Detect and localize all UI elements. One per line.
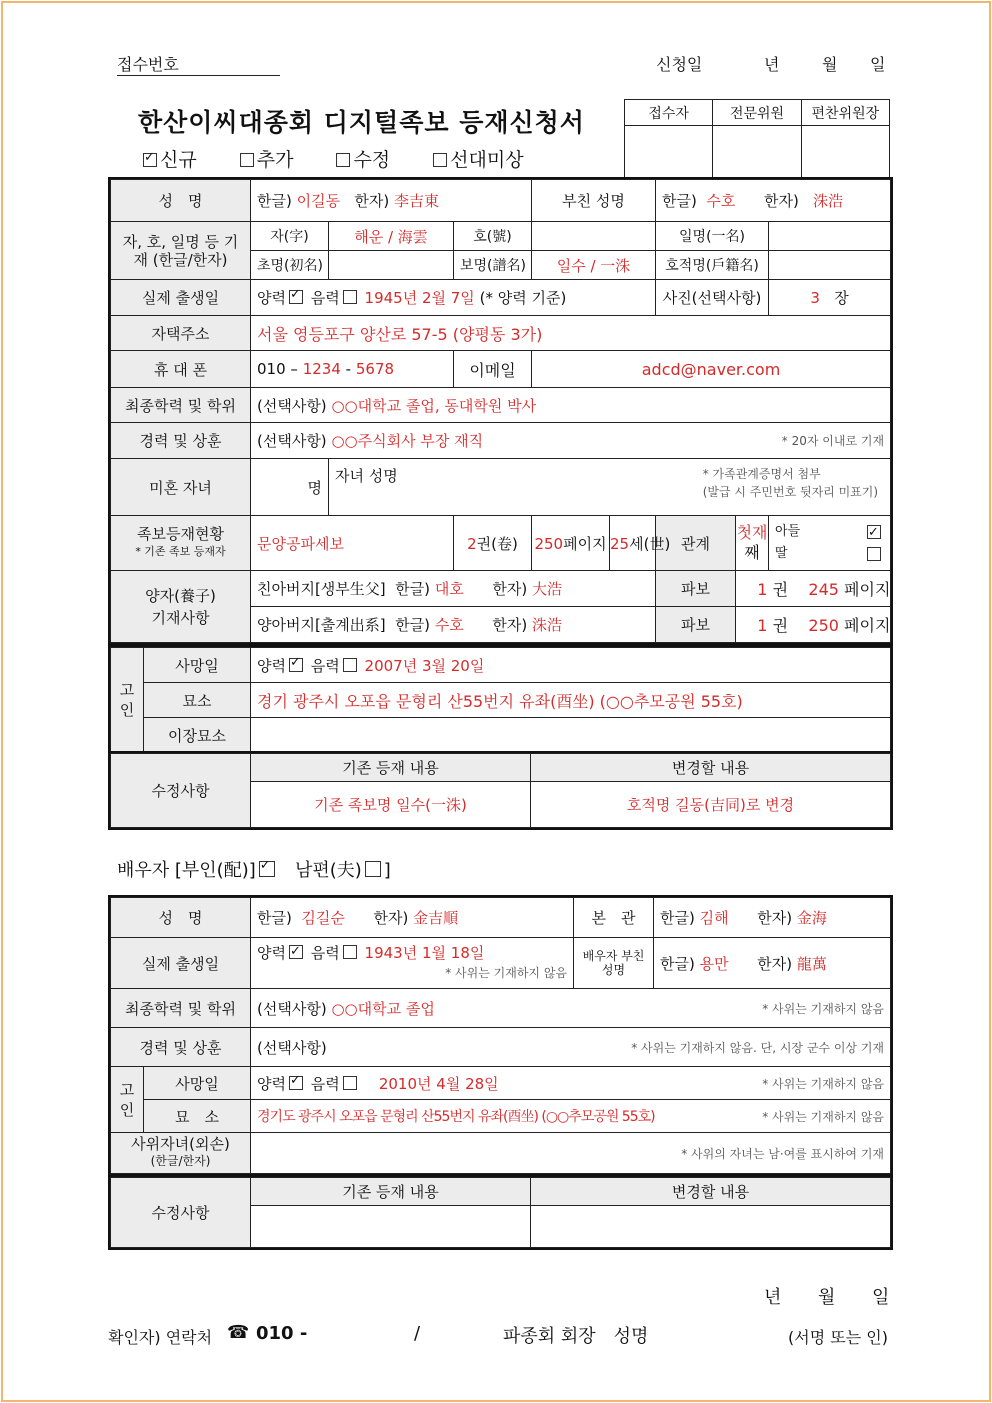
spouse-name-label: 성 명 bbox=[111, 898, 251, 938]
adopt-pabo-label: 파보 bbox=[656, 607, 736, 643]
registry-generation[interactable]: 25세(世) bbox=[610, 516, 656, 571]
spouse-name-cell[interactable]: 한글) 김길순 한자) 金吉順 bbox=[251, 898, 574, 938]
spouse-heading: 배우자 [부인(配)]✓ 남편(夫) ] bbox=[117, 856, 391, 882]
name-cell[interactable]: 한글) 이길동 한자) 李吉東 bbox=[251, 180, 532, 222]
change-value[interactable]: 호적명 길동(吉同)로 변경 bbox=[531, 782, 891, 828]
spouse-education-label: 최종학력 및 학위 bbox=[111, 989, 251, 1028]
bio-pabo-cell[interactable]: 1 권 245 페이지 bbox=[736, 571, 891, 607]
registry-volume[interactable]: 2권(卷) bbox=[454, 516, 532, 571]
applicant-revision-table bbox=[110, 753, 891, 828]
registry-label: 족보등재현황 * 기존 족보 등재자 bbox=[111, 516, 251, 571]
grave-label: 묘소 bbox=[144, 683, 251, 718]
checkbox-icon[interactable] bbox=[289, 290, 303, 304]
photo-label: 사진(선택사항) bbox=[656, 280, 769, 316]
bio-pabo-label: 파보 bbox=[656, 571, 736, 607]
chomyeong-label: 초명(初名) bbox=[251, 251, 329, 280]
checkbox-icon[interactable] bbox=[259, 861, 275, 877]
spouse-revision-label: 수정사항 bbox=[111, 1178, 251, 1248]
bomyeong-value[interactable]: 일수 / 一洙 bbox=[532, 251, 656, 280]
ja-value[interactable]: 해운 / 海雲 bbox=[329, 222, 454, 251]
spouse-existing-value[interactable] bbox=[251, 1206, 531, 1248]
checkbox-icon[interactable] bbox=[289, 658, 303, 672]
spouse-change-header: 변경할 내용 bbox=[531, 1178, 891, 1206]
chomyeong-value[interactable] bbox=[329, 251, 454, 280]
checkbox-icon[interactable] bbox=[343, 658, 357, 672]
spouse-table bbox=[110, 897, 891, 1174]
sign-cell[interactable] bbox=[625, 126, 713, 178]
unmarried-count[interactable]: 명 bbox=[251, 459, 329, 516]
checkbox-icon[interactable] bbox=[289, 945, 303, 959]
spouse-father-label: 배우자 부친 성명 bbox=[574, 938, 654, 989]
spouse-birth-label: 실제 출생일 bbox=[111, 938, 251, 989]
education-cell[interactable]: (선택사항) ○○대학교 졸업, 동대학원 박사 bbox=[251, 388, 891, 423]
spouse-father-cell[interactable]: 한글) 용만 한자) 龍萬 bbox=[654, 938, 891, 989]
checkbox-icon[interactable] bbox=[867, 525, 881, 539]
option-new[interactable]: ✓신규 bbox=[140, 145, 197, 172]
spouse-death-label: 사망일 bbox=[144, 1067, 251, 1100]
father-label: 부친 성명 bbox=[532, 180, 656, 222]
ho-label: 호(號) bbox=[454, 222, 532, 251]
ja-label: 자(字) bbox=[251, 222, 329, 251]
child-names-cell[interactable]: 자녀 성명 * 가족관계증명서 첨부 (발급 시 주민번호 뒷자리 미표기) bbox=[329, 459, 891, 516]
address-label: 자택주소 bbox=[111, 316, 251, 351]
option-unknown-ancestor[interactable]: 선대미상 bbox=[430, 145, 523, 172]
footer-month: 월 bbox=[818, 1287, 836, 1308]
registry-branch[interactable]: 문양공파세보 bbox=[251, 516, 454, 571]
checkbox-icon[interactable] bbox=[289, 1076, 303, 1090]
approval-expert: 전문위원 bbox=[713, 100, 801, 126]
email-value[interactable]: adcd@naver.com bbox=[532, 351, 891, 388]
apply-month: 월 bbox=[822, 55, 838, 74]
checkbox-icon[interactable] bbox=[240, 153, 254, 167]
spouse-birth-cell[interactable]: 양력✓ 음력 1943년 1월 18일 * 사위는 기재하지 않음 bbox=[251, 938, 574, 989]
applicant-table bbox=[110, 179, 891, 643]
sonlaw-child-label: 사위자녀(외손) (한글/한자) bbox=[111, 1133, 251, 1174]
existing-header: 기존 등재 내용 bbox=[251, 754, 531, 782]
sign-cell[interactable] bbox=[801, 126, 889, 178]
option-add[interactable]: 추가 bbox=[237, 145, 294, 172]
spouse-grave-label: 묘 소 bbox=[144, 1100, 251, 1133]
checkbox-icon[interactable] bbox=[343, 290, 357, 304]
deceased-label: 고인 bbox=[111, 648, 144, 753]
checkbox-icon[interactable] bbox=[336, 153, 350, 167]
unmarried-label: 미혼 자녀 bbox=[111, 459, 251, 516]
photo-cell[interactable]: 3 장 bbox=[769, 280, 891, 316]
spouse-career-label: 경력 및 상훈 bbox=[111, 1028, 251, 1067]
child-gender-cell[interactable]: 아들 ✓ 딸 bbox=[769, 516, 891, 571]
revision-label: 수정사항 bbox=[111, 754, 251, 828]
apply-year: 년 bbox=[764, 55, 780, 74]
name-label: 성 명 bbox=[111, 180, 251, 222]
apply-date-label: 신청일 bbox=[656, 55, 703, 74]
bongwan-label: 본 관 bbox=[574, 898, 654, 938]
checkbox-icon[interactable] bbox=[867, 547, 881, 561]
adopt-pabo-cell[interactable]: 1 권 250 페이지 bbox=[736, 607, 891, 643]
spouse-career-cell[interactable]: (선택사항) * 사위는 기재하지 않음. 단, 시장 군수 이상 기재 bbox=[251, 1028, 891, 1067]
spouse-revision-table bbox=[110, 1177, 891, 1248]
footer-year: 년 bbox=[764, 1287, 782, 1308]
existing-value[interactable]: 기존 족보명 일수(一洙) bbox=[251, 782, 531, 828]
adopt-father-cell[interactable]: 양아버지[출계出系] 한글) 수호 한자) 洙浩 bbox=[251, 607, 656, 643]
type-options bbox=[140, 145, 524, 172]
checkbox-icon[interactable] bbox=[343, 945, 357, 959]
phone-icon: ☎ bbox=[227, 1322, 250, 1343]
father-cell[interactable]: 한글) 수호 한자) 洙浩 bbox=[656, 180, 891, 222]
sonlaw-child-cell[interactable]: * 사위의 자녀는 남·여를 표시하여 기재 bbox=[251, 1133, 891, 1174]
option-modify[interactable]: 수정 bbox=[333, 145, 390, 172]
confirmer-label: 확인자) 연락처 bbox=[108, 1328, 213, 1347]
confirmer-phone[interactable]: 010 - bbox=[256, 1323, 308, 1344]
email-label: 이메일 bbox=[454, 351, 532, 388]
checkbox-icon[interactable] bbox=[343, 1076, 357, 1090]
spouse-education-cell[interactable]: (선택사항) ○○대학교 졸업 * 사위는 기재하지 않음 bbox=[251, 989, 891, 1028]
receipt-no-label: 접수번호 bbox=[117, 52, 280, 76]
death-cell[interactable]: 양력✓ 음력 2007년 3월 20일 bbox=[251, 648, 891, 683]
hojeok-value[interactable] bbox=[769, 251, 891, 280]
bongwan-cell[interactable]: 한글) 김해 한자) 金海 bbox=[654, 898, 891, 938]
checkbox-icon[interactable] bbox=[143, 153, 157, 167]
ilmyeong-label: 일명(一名) bbox=[656, 222, 769, 251]
bio-father-cell[interactable]: 친아버지[생부生父] 한글) 대호 한자) 大浩 bbox=[251, 571, 656, 607]
alias-label: 자, 호, 일명 등 기재 (한글/한자) bbox=[111, 222, 251, 280]
birth-label: 실제 출생일 bbox=[111, 280, 251, 316]
career-label: 경력 및 상훈 bbox=[111, 423, 251, 459]
registry-page[interactable]: 250페이지 bbox=[532, 516, 610, 571]
page-title: 한산이씨대종회 디지털족보 등재신청서 bbox=[138, 108, 585, 137]
approval-receiver: 접수자 bbox=[625, 100, 713, 126]
phone-cell[interactable]: 010 – 1234 - 5678 bbox=[251, 351, 454, 388]
spouse-change-value[interactable] bbox=[531, 1206, 891, 1248]
spouse-existing-header: 기존 등재 내용 bbox=[251, 1178, 531, 1206]
birth-cell[interactable]: 양력✓ 음력 1945년 2월 7일 (* 양력 기준) bbox=[251, 280, 656, 316]
apply-day: 일 bbox=[870, 55, 886, 74]
change-header: 변경할 내용 bbox=[531, 754, 891, 782]
approval-table bbox=[624, 99, 890, 178]
bomyeong-label: 보명(譜名) bbox=[454, 251, 532, 280]
approval-chief-editor: 편찬위원장 bbox=[801, 100, 889, 126]
death-label: 사망일 bbox=[144, 648, 251, 683]
checkbox-icon[interactable] bbox=[433, 153, 447, 167]
phone-label: 휴 대 폰 bbox=[111, 351, 251, 388]
ilmyeong-value[interactable] bbox=[769, 222, 891, 251]
footer-day: 일 bbox=[872, 1287, 890, 1308]
spouse-grave-cell[interactable]: 경기도 광주시 오포읍 문형리 산55번지 유좌(酉坐) (○○추모공원 55호) * 사위는 기재하지 않음 bbox=[251, 1100, 891, 1133]
applicant-deceased-table bbox=[110, 647, 891, 753]
spouse-death-cell[interactable]: 양력✓ 음력 2010년 4월 28일 * 사위는 기재하지 않음 bbox=[251, 1067, 891, 1100]
spouse-deceased-label: 고인 bbox=[111, 1067, 144, 1133]
relation-label: 관계 bbox=[656, 516, 736, 571]
career-cell[interactable]: (선택사항) ○○주식회사 부장 재직 * 20자 이내로 기재 bbox=[251, 423, 891, 459]
adoption-label: 양자(養子) 기재사항 bbox=[111, 571, 251, 643]
sign-cell[interactable] bbox=[713, 126, 801, 178]
address-value[interactable]: 서울 영등포구 양산로 57-5 (양평동 3가) bbox=[251, 316, 891, 351]
sign-label: (서명 또는 인) bbox=[788, 1328, 888, 1347]
checkbox-icon[interactable] bbox=[365, 861, 381, 877]
hojeok-label: 호적명(戶籍名) bbox=[656, 251, 769, 280]
phone-slash: / bbox=[414, 1323, 421, 1344]
relation-value[interactable]: 첫재 째 bbox=[736, 516, 769, 571]
relocate-value[interactable] bbox=[251, 718, 891, 753]
grave-value[interactable]: 경기 광주시 오포읍 문형리 산55번지 유좌(酉坐) (○○추모공원 55호) bbox=[251, 683, 891, 718]
ho-value[interactable] bbox=[532, 222, 656, 251]
education-label: 최종학력 및 학위 bbox=[111, 388, 251, 423]
chairman-label: 파종회 회장 성명 bbox=[503, 1326, 649, 1347]
relocate-label: 이장묘소 bbox=[144, 718, 251, 753]
